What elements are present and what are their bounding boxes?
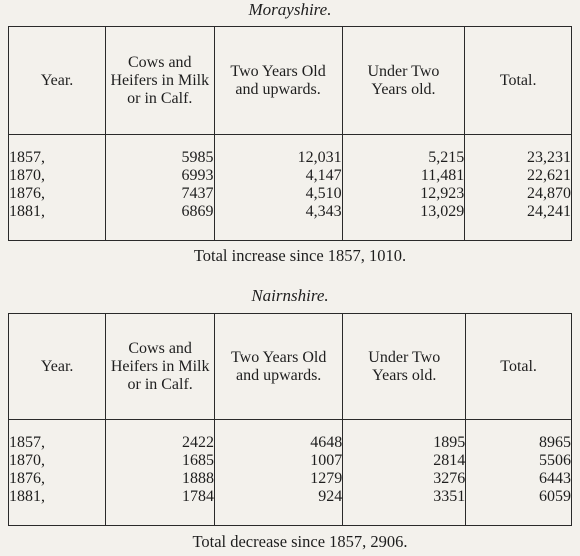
cows-column xyxy=(106,420,215,526)
table-nairnshire xyxy=(8,313,572,526)
col-header-two-years: Two Years Old and upwards. xyxy=(214,27,342,135)
table-cell: 4,147 xyxy=(305,167,342,184)
table-cell: 5,215 xyxy=(428,149,465,166)
col-header-year: Year. xyxy=(9,314,106,420)
table-cell: 2814 xyxy=(433,452,466,469)
section-caption-morayshire: Morayshire. xyxy=(248,0,332,19)
year-column xyxy=(9,135,106,241)
table-cell: 1895 xyxy=(433,434,466,451)
table-cell: 7437 xyxy=(181,185,214,202)
table-cell: 3351 xyxy=(433,488,466,505)
table-cell: 3276 xyxy=(433,470,466,487)
table-cell: 12,923 xyxy=(420,185,465,202)
table-cell: 1784 xyxy=(182,488,215,505)
table-cell: 2422 xyxy=(182,434,215,451)
table-cell: 24,870 xyxy=(527,185,571,202)
table-cell: 1881, xyxy=(9,488,45,505)
col-header-year: Year. xyxy=(9,27,106,135)
table-cell: 6993 xyxy=(181,167,214,184)
table-cell: 1888 xyxy=(182,470,215,487)
table-morayshire xyxy=(8,26,572,241)
col-header-total: Total. xyxy=(465,27,572,135)
table-cell: 1685 xyxy=(182,452,215,469)
year-column xyxy=(9,420,106,526)
table-cell: 1870, xyxy=(9,167,45,184)
table-cell: 8965 xyxy=(539,434,571,451)
under-two-column xyxy=(343,420,466,526)
total-column xyxy=(465,135,572,241)
table-cell: 6869 xyxy=(181,203,214,220)
table-cell: 23,231 xyxy=(527,149,571,166)
cows-column xyxy=(106,135,215,241)
section-caption-nairnshire: Nairnshire. xyxy=(251,286,329,305)
section-footnote-morayshire: Total increase since 1857, 1010. xyxy=(193,246,407,265)
table-cell: 1007 xyxy=(310,452,343,469)
table-cell: 1279 xyxy=(310,470,343,487)
under-two-column xyxy=(342,135,465,241)
table-cell: 12,031 xyxy=(297,149,342,166)
table-cell: 4648 xyxy=(310,434,343,451)
table-cell: 6443 xyxy=(539,470,571,487)
col-header-under-two: Under Two Years old. xyxy=(343,314,466,420)
table-cell: 5985 xyxy=(181,149,214,166)
table-cell: 5506 xyxy=(539,452,571,469)
table-cell: 1857, xyxy=(9,149,45,166)
table-cell: 1857, xyxy=(9,434,45,451)
col-header-cows: Cows and Heifers in Milk or in Calf. xyxy=(106,314,215,420)
two-years-column xyxy=(214,135,342,241)
table-cell: 1870, xyxy=(9,452,45,469)
table-cell: 22,621 xyxy=(527,167,571,184)
table-cell: 6059 xyxy=(539,488,571,505)
table-cell: 4,343 xyxy=(305,203,342,220)
col-header-two-years: Two Years Old and upwards. xyxy=(215,314,343,420)
col-header-under-two: Under Two Years old. xyxy=(342,27,465,135)
table-cell: 1876, xyxy=(9,470,45,487)
col-header-cows: Cows and Heifers in Milk or in Calf. xyxy=(106,27,215,135)
col-header-total: Total. xyxy=(466,314,572,420)
table-cell: 1881, xyxy=(9,203,45,220)
table-cell: 11,481 xyxy=(420,167,465,184)
total-column xyxy=(466,420,572,526)
table-cell: 24,241 xyxy=(527,203,571,220)
table-cell: 4,510 xyxy=(305,185,342,202)
section-footnote-nairnshire: Total decrease since 1857, 2906. xyxy=(192,532,408,551)
table-cell: 924 xyxy=(318,488,343,505)
table-cell: 13,029 xyxy=(420,203,465,220)
table-cell: 1876, xyxy=(9,185,45,202)
two-years-column xyxy=(215,420,343,526)
